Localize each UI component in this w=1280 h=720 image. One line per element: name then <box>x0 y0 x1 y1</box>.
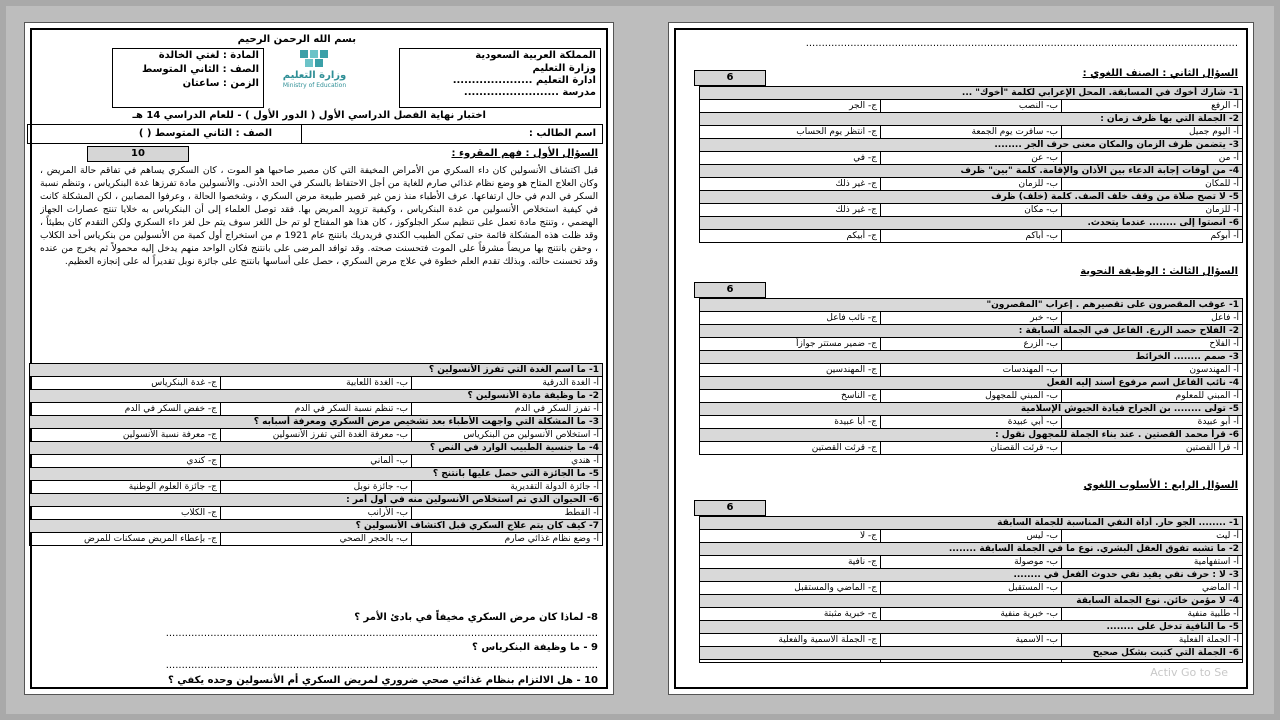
section4-title: السؤال الرابع : الأسلوب اللغوي <box>1083 480 1238 491</box>
grammar-s3-question-row <box>700 299 1243 312</box>
style-s4-options-row <box>700 634 1243 647</box>
grammar-s2-options-row <box>700 126 1243 139</box>
grammar-s3-option-a[interactable]: أ- فاعل <box>1062 312 1243 325</box>
grammar-s3-option-b[interactable]: ب- المهندسات <box>881 364 1062 377</box>
grammar-s3-options-row <box>700 390 1243 403</box>
grammar-s2-question-row <box>700 113 1243 126</box>
grammar-s2-option-b[interactable]: ب- للزمان <box>881 178 1062 191</box>
grammar-s3-option-a[interactable]: أ- المبني للمعلوم <box>1062 390 1243 403</box>
grammar-s3-option-c[interactable]: ج- ضمير مستتر جوازاً <box>700 338 881 351</box>
grammar-s2-option-c[interactable]: ج- الجر <box>700 100 881 113</box>
style-s4-option-c[interactable] <box>700 660 881 663</box>
reading-question-row <box>30 416 603 429</box>
style-s4-options-row <box>700 582 1243 595</box>
style-s4-option-a[interactable] <box>1062 660 1243 663</box>
grammar-s2-option-a[interactable]: أ- للمكان <box>1062 178 1243 191</box>
grammar-s2-options-row <box>700 230 1243 243</box>
style-s4-question-4: 4- لا مؤمن خائن. نوع الجملة السابقة <box>700 595 1243 608</box>
reading-option-b[interactable]: ب- تنظم نسبة السكر في الدم <box>221 403 412 416</box>
style-s4-question-row <box>700 647 1243 660</box>
reading-question-5: 5- ما الجائزة التي حصل عليها بانتنج ؟ <box>30 468 603 481</box>
reading-question-1: 1- ما اسم الغدة التي تفرز الأنسولين ؟ <box>30 364 603 377</box>
grammar-s3-options-row <box>700 364 1243 377</box>
grammar-s2-options-row <box>700 178 1243 191</box>
header-school: مدرسة ......................... <box>463 87 596 98</box>
reading-option-a[interactable]: أ- هندي <box>412 455 603 468</box>
grammar-s2-option-c[interactable]: ج- غير ذلك <box>700 178 881 191</box>
grammar-s3-option-c[interactable]: ج- قرئت القصتين <box>700 442 881 455</box>
reading-option-c[interactable]: ج- كندي <box>30 455 221 468</box>
section1-score-box <box>87 146 189 162</box>
reading-option-b[interactable]: ب- ألماني <box>221 455 412 468</box>
grammar-s2-option-b[interactable]: ب- النصب <box>881 100 1062 113</box>
grammar-s3-question-row <box>700 377 1243 390</box>
style-s4-question-row <box>700 517 1243 530</box>
section2-title: السؤال الثاني : الصنف اللغوي : <box>1082 68 1238 79</box>
section3-score-box <box>694 282 766 298</box>
section2-score-box <box>694 70 766 86</box>
reading-option-c[interactable]: ج- غدة البنكرياس <box>30 377 221 390</box>
grammar-s2-option-a[interactable]: أ- أبوكم <box>1062 230 1243 243</box>
reading-option-c[interactable]: ج- معرفة نسبة الأنسولين <box>30 429 221 442</box>
style-s4-question-row <box>700 569 1243 582</box>
header-country: المملكة العربية السعودية <box>475 50 596 61</box>
student-info-row <box>27 124 603 144</box>
style-s4-question-1: 1- ........ الجو حار. أداة النفي المناسبة للجملة السابقة <box>700 517 1243 530</box>
section2-table <box>699 86 1243 243</box>
grammar-s2-option-a[interactable]: أ- اليوم جميل <box>1062 126 1243 139</box>
grammar-s3-option-b[interactable]: ب- خبر <box>881 312 1062 325</box>
exam-page-2 <box>668 22 1254 695</box>
reading-option-c[interactable]: ج- جائزة العلوم الوطنية <box>30 481 221 494</box>
style-s4-option-a[interactable]: أ- استفهامية <box>1062 556 1243 569</box>
reading-options-row <box>30 533 603 546</box>
grammar-s2-option-c[interactable]: ج- في <box>700 152 881 165</box>
q8-answer-line[interactable]: ........................................................................................................................................ <box>165 628 598 639</box>
top-answer-line[interactable]: ........................................................................................................................................ <box>805 38 1238 49</box>
grammar-s3-question-5: 5- تولى ........ بن الجراح قيادة الجيوش الإسلامية <box>700 403 1243 416</box>
grammar-s2-question-row <box>700 191 1243 204</box>
grammar-s2-options-row <box>700 152 1243 165</box>
grammar-s3-option-c[interactable]: ج- نائب فاعل <box>700 312 881 325</box>
grammar-s3-option-b[interactable]: ب- المبني للمجهول <box>881 390 1062 403</box>
style-s4-option-b[interactable]: ب- موصولة <box>881 556 1062 569</box>
reading-question-6: 6- الحيوان الذي تم استخلاص الأنسولين منه في أول أمر : <box>30 494 603 507</box>
grammar-s2-question-2: 2- الجملة التي بها ظرف زمان : <box>700 113 1243 126</box>
style-s4-question-row <box>700 621 1243 634</box>
grammar-s2-question-3: 3- يتضمن ظرف الزمان والمكان معنى حرف الجر ........ <box>700 139 1243 152</box>
grammar-s2-question-5: 5- لا تصح صلاة من وقف خلف الصف. كلمة (خلف) ظرف <box>700 191 1243 204</box>
grammar-s2-option-b[interactable]: ب- أباكم <box>881 230 1062 243</box>
style-s4-option-b[interactable]: ب- المستقبل <box>881 582 1062 595</box>
style-s4-option-b[interactable] <box>881 660 1062 663</box>
grammar-s3-options-row <box>700 442 1243 455</box>
grammar-s3-option-c[interactable]: ج- أبا عبيدة <box>700 416 881 429</box>
reading-question-4: 4- ما جنسية الطبيب الوارد في النص ؟ <box>30 442 603 455</box>
grammar-s2-question-row <box>700 165 1243 178</box>
reading-passage: قبل اكتشاف الأنسولين كان داء السكري من الأمراض المخيفة التي كان مصير صاحبها هو الموت ، كان السكري يساهم في تفاقم حالة المريض ، وكان العلاج المتاح هو وضع نظام غذائي صارم للغاية من أجل الاحتفاظ بالسكر في الحد الأدنى. والأنسولين مادة تفرزها غدة البنكرياس ، وتنظم نسبة السكر في الدم في حال ارتفاعها. عرف الأطباء منذ زمن غير قصير طبيعة مرض السكري ، وشخصوا الحالة ، وعرفوا المصابين ، لكن المشكلة كانت في كيفية استخلاص الأنسولين من غدة البنكرياس ، وكيفية تزويد المريض بها. فقد توصل العلماء إلى أن البنكرياس به خلايا تنتج عصارات الجهاز الهضمي ، وتنتج مادة تعمل على تنظيم سكر الجلوكوز ، كان هذا هو المفتاح لو تم حل اللغز سوف يتم حل لغز داء السكري ولكن التقدم كان بطيئاً ، وقد ظلت هذه المشكلة قائمة حتى تمكن الطبيب الكندي فريدريك بانتنج عام 1921 م من استخراج أول كمية من الأنسولين من بنكرياس أحد الكلاب ، وحقن بانتنج بها مريضاً مشرفاً على الموت فتحسنت صحته. وقد توافد المرضى على بانتنج فكان الواحد منهم يدخل إليه محمولاً ثم يخرج من عنده وقد تحسنت حالته. وبذلك تقدم العلم خطوة في علاج مرض السكري ، حصل على أساسها بانتنج على جائزة نوبل تقديراً له على إنجازه العظيم. <box>40 165 598 267</box>
grammar-s3-option-a[interactable]: أ- الفلاح <box>1062 338 1243 351</box>
style-s4-option-a[interactable]: أ- الماضي <box>1062 582 1243 595</box>
header-ministry: وزارة التعليم <box>532 63 596 74</box>
grammar-s2-option-c[interactable]: ج- انتظر يوم الحساب <box>700 126 881 139</box>
header-edu-office: ادارة التعليم ..................... <box>452 75 596 86</box>
grammar-s3-question-2: 2- الفلاح حصد الزرع. الفاعل في الجملة السابقة : <box>700 325 1243 338</box>
page-2-border <box>674 28 1248 689</box>
style-s4-option-b[interactable]: ب- ليس <box>881 530 1062 543</box>
ministry-logo <box>272 48 357 90</box>
style-s4-option-a[interactable]: أ- الجملة الفعلية <box>1062 634 1243 647</box>
grammar-s2-option-c[interactable]: ج- غير ذلك <box>700 204 881 217</box>
section4-score: 6 <box>726 502 734 513</box>
exam-page-1 <box>24 22 614 695</box>
grammar-s3-question-row <box>700 325 1243 338</box>
style-s4-question-row <box>700 595 1243 608</box>
style-s4-option-b[interactable]: ب- الاسمية <box>881 634 1062 647</box>
exam-title: اختبار نهاية الفصل الدراسي الأول ( الدور الأول ) - للعام الدراسي 14 هـ <box>132 110 486 121</box>
section4-table <box>699 516 1243 663</box>
grammar-s3-question-6: 6- قرأ محمد القصتين . عند بناء الجملة للمجهول نقول : <box>700 429 1243 442</box>
reading-question-row <box>30 494 603 507</box>
grammar-s2-option-a[interactable]: أ- من <box>1062 152 1243 165</box>
grammar-s2-option-b[interactable]: ب- سافرت يوم الجمعة <box>881 126 1062 139</box>
grammar-s3-question-row <box>700 403 1243 416</box>
activation-watermark: Activ Go to Se <box>1150 666 1228 679</box>
section3-title: السؤال الثالث : الوظيفة النحوية <box>1080 266 1238 277</box>
question-9: 9 - ما وظيفة البنكرياس ؟ <box>472 642 598 653</box>
header-time: الزمن : ساعتان <box>182 78 259 89</box>
grammar-s2-question-row <box>700 217 1243 230</box>
grammar-s3-question-1: 1- عوقب المقصرون على تقصيرهم . إعراب "المقصرون" <box>700 299 1243 312</box>
student-name-label: اسم الطالب : <box>528 128 596 139</box>
style-s4-option-a[interactable]: أ- ليت <box>1062 530 1243 543</box>
reading-option-c[interactable]: ج- خفض السكر في الدم <box>30 403 221 416</box>
style-s4-option-c[interactable]: ج- نافية <box>700 556 881 569</box>
style-s4-option-c[interactable]: ج- خبرية مثبتة <box>700 608 881 621</box>
style-s4-options-row <box>700 530 1243 543</box>
header-right-box <box>399 48 601 108</box>
grammar-s3-option-a[interactable]: أ- المهندسون <box>1062 364 1243 377</box>
reading-question-row <box>30 520 603 533</box>
grammar-s2-question-row <box>700 87 1243 100</box>
grammar-s3-options-row <box>700 416 1243 429</box>
reading-option-b[interactable]: ب- معرفة الغدة التي تفرز الأنسولين <box>221 429 412 442</box>
grammar-s2-question-row <box>700 139 1243 152</box>
style-s4-question-row <box>700 543 1243 556</box>
style-s4-question-5: 5- ما النافية تدخل على ........ <box>700 621 1243 634</box>
header-class: الصف : الثاني المتوسط <box>141 64 259 75</box>
reading-question-7: 7- كيف كان يتم علاج السكري قبل اكتشاف الأنسولين ؟ <box>30 520 603 533</box>
section4-score-box <box>694 500 766 516</box>
reading-option-a[interactable]: أ- جائزة الدولة التقديرية <box>412 481 603 494</box>
reading-option-a[interactable]: أ- القطط <box>412 507 603 520</box>
reading-options-row <box>30 455 603 468</box>
reading-option-b[interactable]: ب- الأرانب <box>221 507 412 520</box>
reading-option-a[interactable]: أ- الغدة الدرقية <box>412 377 603 390</box>
logo-sub: Ministry of Education <box>282 82 347 89</box>
style-s4-options-row <box>700 608 1243 621</box>
style-s4-option-a[interactable]: أ- طلبية منفية <box>1062 608 1243 621</box>
header-subject: المادة : لغتي الخالدة <box>158 50 259 61</box>
reading-option-a[interactable]: أ- استخلاص الأنسولين من البنكرياس <box>412 429 603 442</box>
grammar-s3-options-row <box>700 338 1243 351</box>
reading-question-2: 2- ما وظيفة مادة الأنسولين ؟ <box>30 390 603 403</box>
grammar-s3-question-3: 3- صمم ........ الخرائط <box>700 351 1243 364</box>
grammar-s3-option-b[interactable]: ب- قرئت القصتان <box>881 442 1062 455</box>
reading-options-row <box>30 403 603 416</box>
logo-text: وزارة التعليم <box>282 70 347 81</box>
section1-score: 10 <box>131 148 145 159</box>
grammar-s3-option-b[interactable]: ب- الزرع <box>881 338 1062 351</box>
grammar-s3-option-c[interactable]: ج- الناسخ <box>700 390 881 403</box>
reading-question-row <box>30 364 603 377</box>
grammar-s3-options-row <box>700 312 1243 325</box>
grammar-s3-question-4: 4- نائب الفاعل اسم مرفوع أسند إليه الفعل <box>700 377 1243 390</box>
grammar-s2-question-4: 4- من أوقات إجابة الدعاء بين الأذان والإقامة. كلمة "بين" ظرف <box>700 165 1243 178</box>
reading-option-a[interactable]: أ- تفرز السكر في الدم <box>412 403 603 416</box>
reading-option-c[interactable]: ج- الكلاب <box>30 507 221 520</box>
grammar-s2-option-b[interactable]: ب- عن <box>881 152 1062 165</box>
style-s4-question-3: 3- لا : حرف نفي يفيد نفي حدوث الفعل في ........ <box>700 569 1243 582</box>
reading-question-row <box>30 390 603 403</box>
section1-title: السؤال الأول : فهم المقروء : <box>451 148 598 159</box>
grammar-s2-option-b[interactable]: ب- مكان <box>881 204 1062 217</box>
grammar-s2-question-6: 6- انصتوا إلى ........ عندما يتحدث. <box>700 217 1243 230</box>
grammar-s3-option-c[interactable]: ج- المهندسين <box>700 364 881 377</box>
section3-table <box>699 298 1243 455</box>
style-s4-options-row <box>700 660 1243 663</box>
section3-score: 6 <box>726 284 734 295</box>
reading-option-c[interactable]: ج- بإعطاء المريض مسكنات للمرض <box>30 533 221 546</box>
grammar-s3-option-b[interactable]: ب- أبي عبيدة <box>881 416 1062 429</box>
reading-mcq-table <box>29 363 603 546</box>
section2-score: 6 <box>726 72 734 83</box>
grade-label: الصف : الثاني المتوسط ( ) <box>138 128 272 139</box>
page-1-border <box>30 28 608 689</box>
reading-options-row <box>30 481 603 494</box>
reading-options-row <box>30 377 603 390</box>
grammar-s3-question-row <box>700 429 1243 442</box>
style-s4-option-c[interactable]: ج- الماضي والمستقبل <box>700 582 881 595</box>
grammar-s2-option-a[interactable]: أ- للزمان <box>1062 204 1243 217</box>
style-s4-question-2: 2- ما تشبه تفوق العقل البشري. نوع ما في الجملة السابقة ........ <box>700 543 1243 556</box>
question-8: 8- لماذا كان مرض السكري مخيفاً في بادئ الأمر ؟ <box>354 612 598 623</box>
reading-option-b[interactable]: ب- الغدة اللعابية <box>221 377 412 390</box>
header-left-box <box>112 48 264 108</box>
reading-question-row <box>30 442 603 455</box>
grammar-s2-option-c[interactable]: ج- أبيكم <box>700 230 881 243</box>
grammar-s2-options-row <box>700 204 1243 217</box>
reading-option-b[interactable]: ب- بالحجر الصحي <box>221 533 412 546</box>
basmala: بسم الله الرحمن الرحيم <box>237 34 356 45</box>
style-s4-option-b[interactable]: ب- خبرية منفية <box>881 608 1062 621</box>
reading-question-3: 3- ما المشكلة التي واجهت الأطباء بعد تشخيص مرض السكري ومعرفة أسبابه ؟ <box>30 416 603 429</box>
question-10: 10 - هل الالتزام بنظام غذائي صحي ضروري لمريض السكري أم الأنسولين وحده يكفي ؟ <box>167 675 598 686</box>
grammar-s3-option-a[interactable]: أ- قرأ القصتين <box>1062 442 1243 455</box>
style-s4-question-6: 6- الجملة التي كتبت بشكل صحيح <box>700 647 1243 660</box>
style-s4-options-row <box>700 556 1243 569</box>
q9-answer-line[interactable]: ........................................................................................................................................ <box>165 660 598 671</box>
reading-option-b[interactable]: ب- جائزة نوبل <box>221 481 412 494</box>
reading-question-row <box>30 468 603 481</box>
style-s4-option-c[interactable]: ج- الجملة الاسمية والفعلية <box>700 634 881 647</box>
grammar-s2-options-row <box>700 100 1243 113</box>
reading-option-a[interactable]: أ- وضع نظام غذائي صارم <box>412 533 603 546</box>
reading-options-row <box>30 507 603 520</box>
grammar-s3-question-row <box>700 351 1243 364</box>
style-s4-option-c[interactable]: ج- لا <box>700 530 881 543</box>
reading-options-row <box>30 429 603 442</box>
grammar-s2-option-a[interactable]: أ- الرفع <box>1062 100 1243 113</box>
grammar-s3-option-a[interactable]: أ- أبو عبيدة <box>1062 416 1243 429</box>
student-info-divider <box>301 125 302 143</box>
grammar-s2-question-1: 1- شارك أخوك في المسابقة. المحل الإعرابي لكلمة "أخوك" ... <box>700 87 1243 100</box>
